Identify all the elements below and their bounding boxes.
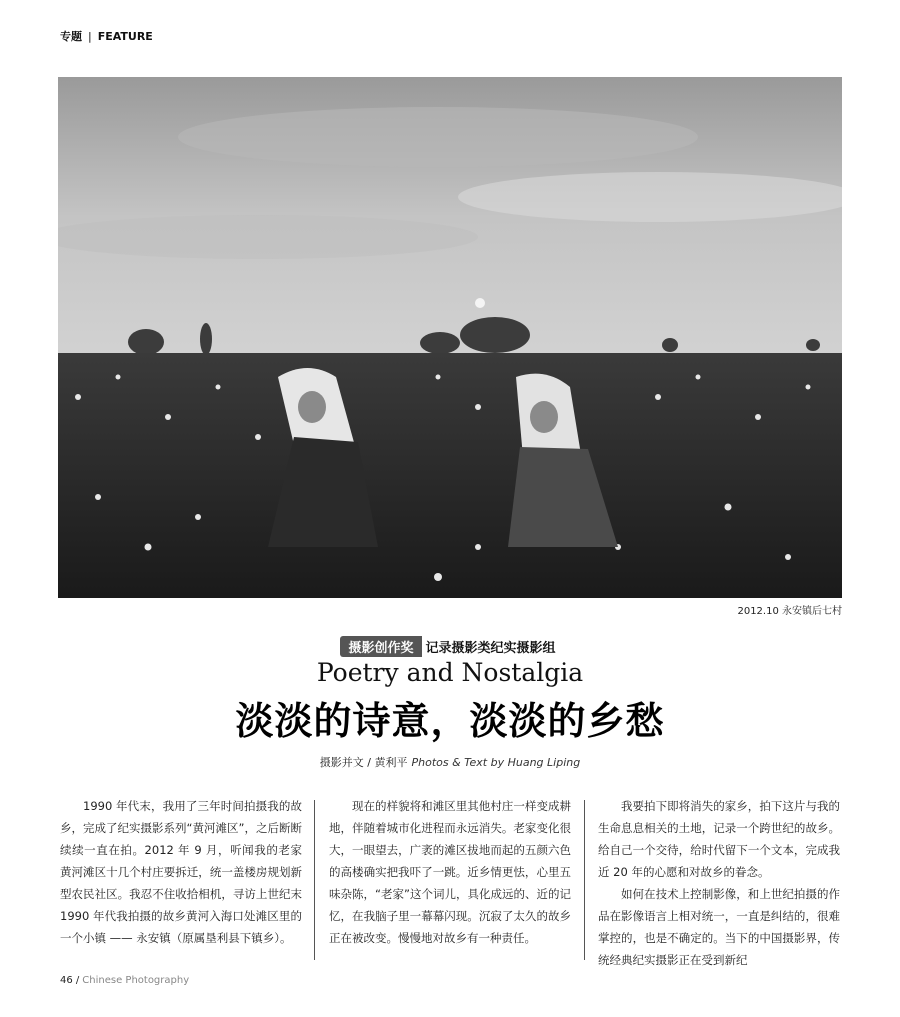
feature-photo: [58, 77, 842, 598]
column-divider: [584, 800, 585, 960]
byline-en: Photos & Text by Huang Liping: [411, 756, 581, 769]
text-column-3: [598, 795, 840, 971]
page-footer: [60, 975, 189, 986]
column-divider: [314, 800, 315, 960]
section-label-en: FEATURE: [97, 30, 153, 43]
award-banner: [0, 636, 900, 657]
page-number: 46 /: [60, 975, 80, 986]
magazine-name: Chinese Photography: [82, 975, 190, 986]
title-chinese: 淡淡的诗意，淡淡的乡愁: [235, 698, 665, 743]
byline: [0, 754, 900, 770]
header-separator: |: [88, 30, 92, 43]
text-column-1: [60, 795, 302, 949]
paragraph: 现在的样貌将和滩区里其他村庄一样变成耕地，伴随着城市化进程而永远消失。老家变化很大，一眼望去，广袤的滩区拔地而起的五颜六色的高楼确实把我吓了一跳。近乡情更怯，心里五味杂陈，“老家”这个词儿，具化成远的、近的记忆，在我脑子里一幕幕闪现。沉寂了太久的故乡正在被改变。慢慢地对故乡有一种责任。: [329, 799, 571, 945]
paragraph: 1990 年代末，我用了三年时间拍摄我的故乡，完成了纪实摄影系列“黄河滩区”，之后断断续续一直在拍。2012 年 9 月，听闻我的老家黄河滩区十几个村庄要拆迁，统一盖楼房规划新型农民社区。我忍不住收拾相机，寻访上世纪末 1990 年代我拍摄的故乡黄河入海口处滩区里的一个小镇 —— 永安镇（原属垦利县下镇乡）。: [60, 799, 302, 945]
title-english: Poetry and Nostalgia: [316, 658, 584, 687]
paragraph: 如何在技术上控制影像，和上世纪拍摄的作品在影像语言上相对统一，一直是纠结的，很难掌控的，也是不确定的。当下的中国摄影界，传统经典纪实摄影正在受到新纪: [598, 887, 840, 967]
text-column-2: [329, 795, 571, 949]
photo-caption: 2012.10 永安镇后七村: [737, 606, 842, 617]
award-category: 记录摄影类纪实摄影组: [425, 641, 556, 656]
section-header: [60, 28, 153, 44]
section-label-cn: 专题: [60, 30, 82, 43]
paragraph: 我要拍下即将消失的家乡，拍下这片与我的生命息息相关的土地，记录一个跨世纪的故乡。给自己一个交待，给时代留下一个文本，完成我近 20 年的心愿和对故乡的眷念。: [598, 799, 840, 879]
award-label: 摄影创作奖: [340, 636, 421, 657]
byline-cn: 摄影并文 / 黄利平: [319, 756, 408, 769]
